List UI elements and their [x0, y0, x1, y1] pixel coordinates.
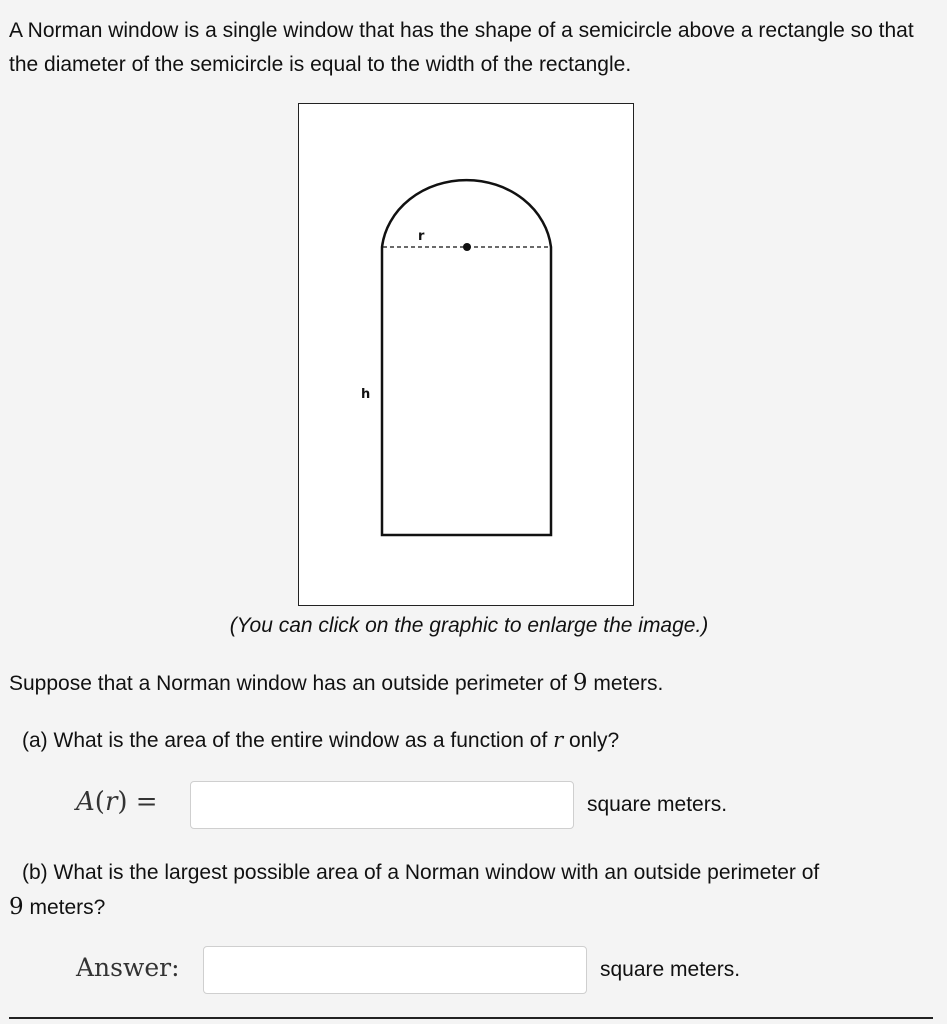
question-b-perimeter: 9: [9, 894, 24, 920]
question-a: [22, 725, 619, 756]
expr-func: A: [76, 787, 95, 817]
expr-var: r: [104, 787, 118, 817]
perimeter-value: 9: [572, 670, 588, 696]
area-function-label: [76, 784, 158, 820]
center-point: [463, 243, 471, 251]
figure-caption: (You can click on the graphic to enlarge the image.): [229, 614, 709, 637]
question-b-suffix: meters?: [29, 896, 106, 919]
bottom-divider: [9, 1017, 933, 1019]
norman-window-diagram: [299, 104, 633, 605]
question-a-variable: r: [553, 728, 564, 752]
label-r: r: [418, 229, 425, 244]
suppose-units: meters.: [593, 672, 664, 695]
question-a-suffix: only?: [569, 729, 620, 752]
area-function-input[interactable]: [190, 781, 574, 829]
problem-intro: A Norman window is a single window that has the shape of a semicircle above a rectangle so that the diameter of the semicircle is equal to the width of the rectangle.: [9, 19, 914, 76]
expr-eq: =: [135, 787, 158, 817]
question-b: [9, 856, 939, 925]
question-a-text: (a) What is the area of the entire window as a function of: [22, 729, 548, 752]
expr-close: ): [117, 787, 128, 817]
suppose-text: Suppose that a Norman window has an outside perimeter of: [9, 672, 567, 695]
suppose-statement: [9, 668, 663, 699]
label-h: h: [361, 387, 371, 402]
expr-open: (: [94, 787, 105, 817]
units-b: square meters.: [600, 958, 741, 981]
question-b-text: (b) What is the largest possible area of a Norman window with an outside perimeter of: [22, 861, 820, 884]
units-a: square meters.: [587, 793, 728, 816]
max-area-input[interactable]: [203, 946, 587, 994]
window-outline: [382, 180, 551, 535]
answer-label: Answer:: [76, 953, 180, 982]
norman-window-figure[interactable]: [298, 103, 634, 606]
